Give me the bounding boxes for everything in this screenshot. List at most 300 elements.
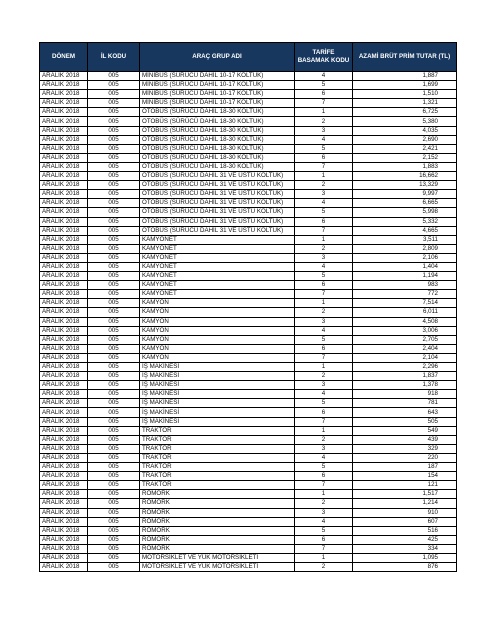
- table-row: [40, 490, 457, 499]
- table-row: [40, 499, 457, 508]
- cell-tarife-basamak-kodu: 4: [295, 390, 353, 399]
- cell-donem: ARALIK 2018: [40, 499, 88, 508]
- cell-arac-grup-adi: KAMYON: [140, 353, 295, 362]
- cell-donem: ARALIK 2018: [40, 190, 88, 199]
- cell-donem: ARALIK 2018: [40, 208, 88, 217]
- cell-tarife-basamak-kodu: 1: [295, 108, 353, 117]
- cell-arac-grup-adi: MİNİBÜS (SÜRÜCÜ DAHİL 10-17 KOLTUK): [140, 99, 295, 108]
- cell-prim-tutar: 5,332: [353, 217, 457, 226]
- cell-il-kodu: 005: [88, 117, 140, 126]
- cell-il-kodu: 005: [88, 408, 140, 417]
- cell-tarife-basamak-kodu: 3: [295, 190, 353, 199]
- cell-prim-tutar: 983: [353, 281, 457, 290]
- cell-il-kodu: 005: [88, 472, 140, 481]
- cell-arac-grup-adi: KAMYON: [140, 308, 295, 317]
- cell-donem: ARALIK 2018: [40, 463, 88, 472]
- cell-il-kodu: 005: [88, 190, 140, 199]
- table-row: [40, 417, 457, 426]
- cell-donem: ARALIK 2018: [40, 408, 88, 417]
- cell-arac-grup-adi: KAMYONET: [140, 281, 295, 290]
- cell-donem: ARALIK 2018: [40, 162, 88, 171]
- cell-prim-tutar: 4,035: [353, 126, 457, 135]
- cell-donem: ARALIK 2018: [40, 90, 88, 99]
- cell-prim-tutar: 13,329: [353, 181, 457, 190]
- cell-prim-tutar: 1,321: [353, 99, 457, 108]
- cell-donem: ARALIK 2018: [40, 526, 88, 535]
- cell-tarife-basamak-kodu: 6: [295, 408, 353, 417]
- table-row: [40, 81, 457, 90]
- cell-prim-tutar: 1,510: [353, 90, 457, 99]
- cell-il-kodu: 005: [88, 126, 140, 135]
- table-row: [40, 172, 457, 181]
- cell-donem: ARALIK 2018: [40, 290, 88, 299]
- table-row: [40, 435, 457, 444]
- cell-tarife-basamak-kodu: 7: [295, 544, 353, 553]
- cell-il-kodu: 005: [88, 253, 140, 262]
- cell-donem: ARALIK 2018: [40, 335, 88, 344]
- cell-il-kodu: 005: [88, 290, 140, 299]
- table-row: [40, 426, 457, 435]
- cell-tarife-basamak-kodu: 2: [295, 435, 353, 444]
- cell-tarife-basamak-kodu: 4: [295, 262, 353, 271]
- cell-il-kodu: 005: [88, 344, 140, 353]
- cell-arac-grup-adi: RÖMORK: [140, 544, 295, 553]
- table-row: [40, 553, 457, 562]
- cell-arac-grup-adi: RÖMORK: [140, 517, 295, 526]
- table-row: [40, 135, 457, 144]
- table-row: [40, 117, 457, 126]
- header-donem: DÖNEM: [40, 43, 88, 72]
- cell-arac-grup-adi: RÖMORK: [140, 535, 295, 544]
- table-row: [40, 99, 457, 108]
- cell-donem: ARALIK 2018: [40, 81, 88, 90]
- cell-tarife-basamak-kodu: 6: [295, 153, 353, 162]
- cell-tarife-basamak-kodu: 5: [295, 144, 353, 153]
- cell-donem: ARALIK 2018: [40, 353, 88, 362]
- table-row: [40, 235, 457, 244]
- cell-tarife-basamak-kodu: 5: [295, 526, 353, 535]
- cell-arac-grup-adi: OTOBÜS (SÜRÜCÜ DAHİL 18-30 KOLTUK): [140, 153, 295, 162]
- cell-tarife-basamak-kodu: 6: [295, 281, 353, 290]
- cell-donem: ARALIK 2018: [40, 472, 88, 481]
- cell-il-kodu: 005: [88, 99, 140, 108]
- cell-arac-grup-adi: OTOBÜS (SÜRÜCÜ DAHİL 31 VE ÜSTÜ KOLTUK): [140, 190, 295, 199]
- cell-prim-tutar: 6,011: [353, 308, 457, 317]
- cell-donem: ARALIK 2018: [40, 435, 88, 444]
- cell-arac-grup-adi: RÖMORK: [140, 508, 295, 517]
- cell-arac-grup-adi: İŞ MAKİNESİ: [140, 417, 295, 426]
- cell-arac-grup-adi: OTOBÜS (SÜRÜCÜ DAHİL 31 VE ÜSTÜ KOLTUK): [140, 181, 295, 190]
- cell-prim-tutar: 5,380: [353, 117, 457, 126]
- cell-donem: ARALIK 2018: [40, 481, 88, 490]
- cell-prim-tutar: 1,883: [353, 162, 457, 171]
- cell-tarife-basamak-kodu: 4: [295, 326, 353, 335]
- cell-prim-tutar: 3,006: [353, 326, 457, 335]
- cell-prim-tutar: 4,665: [353, 226, 457, 235]
- cell-prim-tutar: 505: [353, 417, 457, 426]
- cell-prim-tutar: 781: [353, 399, 457, 408]
- table-row: [40, 463, 457, 472]
- cell-arac-grup-adi: İŞ MAKİNESİ: [140, 390, 295, 399]
- cell-il-kodu: 005: [88, 299, 140, 308]
- cell-tarife-basamak-kodu: 5: [295, 208, 353, 217]
- table-row: [40, 244, 457, 253]
- cell-donem: ARALIK 2018: [40, 381, 88, 390]
- cell-il-kodu: 005: [88, 172, 140, 181]
- cell-il-kodu: 005: [88, 244, 140, 253]
- cell-tarife-basamak-kodu: 1: [295, 553, 353, 562]
- table-row: [40, 208, 457, 217]
- cell-arac-grup-adi: İŞ MAKİNESİ: [140, 408, 295, 417]
- cell-donem: ARALIK 2018: [40, 235, 88, 244]
- cell-prim-tutar: 2,296: [353, 363, 457, 372]
- cell-arac-grup-adi: TRAKTÖR: [140, 472, 295, 481]
- cell-arac-grup-adi: KAMYONET: [140, 235, 295, 244]
- cell-tarife-basamak-kodu: 2: [295, 308, 353, 317]
- cell-il-kodu: 005: [88, 199, 140, 208]
- cell-arac-grup-adi: MİNİBÜS (SÜRÜCÜ DAHİL 10-17 KOLTUK): [140, 81, 295, 90]
- cell-donem: ARALIK 2018: [40, 344, 88, 353]
- cell-tarife-basamak-kodu: 1: [295, 426, 353, 435]
- table-row: [40, 90, 457, 99]
- cell-prim-tutar: 154: [353, 472, 457, 481]
- cell-prim-tutar: 121: [353, 481, 457, 490]
- cell-prim-tutar: 187: [353, 463, 457, 472]
- cell-donem: ARALIK 2018: [40, 426, 88, 435]
- cell-tarife-basamak-kodu: 5: [295, 335, 353, 344]
- cell-il-kodu: 005: [88, 272, 140, 281]
- cell-tarife-basamak-kodu: 7: [295, 99, 353, 108]
- cell-tarife-basamak-kodu: 5: [295, 399, 353, 408]
- table-row: [40, 544, 457, 553]
- cell-prim-tutar: 2,690: [353, 135, 457, 144]
- table-row: [40, 326, 457, 335]
- cell-arac-grup-adi: OTOBÜS (SÜRÜCÜ DAHİL 18-30 KOLTUK): [140, 162, 295, 171]
- cell-prim-tutar: 6,725: [353, 108, 457, 117]
- cell-tarife-basamak-kodu: 6: [295, 217, 353, 226]
- cell-prim-tutar: 876: [353, 563, 457, 572]
- cell-il-kodu: 005: [88, 481, 140, 490]
- premium-table-sheet: [39, 42, 456, 572]
- table-row: [40, 262, 457, 271]
- cell-il-kodu: 005: [88, 463, 140, 472]
- table-row: [40, 381, 457, 390]
- cell-prim-tutar: 1,095: [353, 553, 457, 562]
- table-row: [40, 317, 457, 326]
- cell-arac-grup-adi: TRAKTÖR: [140, 426, 295, 435]
- cell-il-kodu: 005: [88, 81, 140, 90]
- cell-arac-grup-adi: OTOBÜS (SÜRÜCÜ DAHİL 31 VE ÜSTÜ KOLTUK): [140, 172, 295, 181]
- table-row: [40, 344, 457, 353]
- cell-prim-tutar: 643: [353, 408, 457, 417]
- table-row: [40, 308, 457, 317]
- table-row: [40, 399, 457, 408]
- cell-donem: ARALIK 2018: [40, 399, 88, 408]
- cell-tarife-basamak-kodu: 6: [295, 90, 353, 99]
- table-row: [40, 108, 457, 117]
- cell-donem: ARALIK 2018: [40, 299, 88, 308]
- cell-il-kodu: 005: [88, 181, 140, 190]
- cell-il-kodu: 005: [88, 335, 140, 344]
- cell-donem: ARALIK 2018: [40, 453, 88, 462]
- cell-il-kodu: 005: [88, 135, 140, 144]
- table-row: [40, 272, 457, 281]
- cell-arac-grup-adi: OTOBÜS (SÜRÜCÜ DAHİL 31 VE ÜSTÜ KOLTUK): [140, 208, 295, 217]
- cell-donem: ARALIK 2018: [40, 281, 88, 290]
- cell-il-kodu: 005: [88, 72, 140, 81]
- cell-il-kodu: 005: [88, 208, 140, 217]
- cell-arac-grup-adi: KAMYON: [140, 299, 295, 308]
- cell-il-kodu: 005: [88, 517, 140, 526]
- cell-donem: ARALIK 2018: [40, 363, 88, 372]
- cell-il-kodu: 005: [88, 281, 140, 290]
- cell-donem: ARALIK 2018: [40, 308, 88, 317]
- cell-tarife-basamak-kodu: 7: [295, 417, 353, 426]
- cell-tarife-basamak-kodu: 4: [295, 199, 353, 208]
- premium-table: [39, 42, 457, 572]
- cell-il-kodu: 005: [88, 162, 140, 171]
- cell-tarife-basamak-kodu: 2: [295, 372, 353, 381]
- cell-donem: ARALIK 2018: [40, 317, 88, 326]
- cell-donem: ARALIK 2018: [40, 444, 88, 453]
- cell-tarife-basamak-kodu: 2: [295, 181, 353, 190]
- cell-donem: ARALIK 2018: [40, 99, 88, 108]
- cell-il-kodu: 005: [88, 317, 140, 326]
- cell-tarife-basamak-kodu: 1: [295, 235, 353, 244]
- cell-il-kodu: 005: [88, 390, 140, 399]
- cell-donem: ARALIK 2018: [40, 108, 88, 117]
- cell-tarife-basamak-kodu: 4: [295, 135, 353, 144]
- cell-arac-grup-adi: RÖMORK: [140, 526, 295, 535]
- cell-donem: ARALIK 2018: [40, 135, 88, 144]
- cell-arac-grup-adi: KAMYON: [140, 317, 295, 326]
- cell-arac-grup-adi: KAMYONET: [140, 272, 295, 281]
- cell-arac-grup-adi: KAMYONET: [140, 253, 295, 262]
- table-row: [40, 390, 457, 399]
- cell-il-kodu: 005: [88, 363, 140, 372]
- cell-donem: ARALIK 2018: [40, 153, 88, 162]
- cell-il-kodu: 005: [88, 308, 140, 317]
- cell-tarife-basamak-kodu: 3: [295, 126, 353, 135]
- cell-arac-grup-adi: TRAKTÖR: [140, 481, 295, 490]
- table-row: [40, 372, 457, 381]
- table-row: [40, 363, 457, 372]
- cell-donem: ARALIK 2018: [40, 217, 88, 226]
- cell-donem: ARALIK 2018: [40, 326, 88, 335]
- cell-prim-tutar: 1,517: [353, 490, 457, 499]
- table-row: [40, 217, 457, 226]
- cell-il-kodu: 005: [88, 553, 140, 562]
- cell-prim-tutar: 910: [353, 508, 457, 517]
- table-row: [40, 408, 457, 417]
- cell-il-kodu: 005: [88, 381, 140, 390]
- cell-arac-grup-adi: OTOBÜS (SÜRÜCÜ DAHİL 18-30 KOLTUK): [140, 117, 295, 126]
- cell-donem: ARALIK 2018: [40, 553, 88, 562]
- cell-il-kodu: 005: [88, 262, 140, 271]
- cell-tarife-basamak-kodu: 3: [295, 381, 353, 390]
- table-row: [40, 517, 457, 526]
- cell-tarife-basamak-kodu: 3: [295, 444, 353, 453]
- cell-tarife-basamak-kodu: 5: [295, 463, 353, 472]
- cell-arac-grup-adi: KAMYONET: [140, 262, 295, 271]
- cell-tarife-basamak-kodu: 3: [295, 317, 353, 326]
- cell-arac-grup-adi: KAMYONET: [140, 244, 295, 253]
- table-row: [40, 472, 457, 481]
- cell-donem: ARALIK 2018: [40, 535, 88, 544]
- cell-prim-tutar: 1,404: [353, 262, 457, 271]
- cell-il-kodu: 005: [88, 326, 140, 335]
- cell-prim-tutar: 439: [353, 435, 457, 444]
- cell-arac-grup-adi: İŞ MAKİNESİ: [140, 372, 295, 381]
- cell-tarife-basamak-kodu: 1: [295, 363, 353, 372]
- cell-prim-tutar: 329: [353, 444, 457, 453]
- cell-donem: ARALIK 2018: [40, 117, 88, 126]
- cell-arac-grup-adi: KAMYON: [140, 335, 295, 344]
- cell-tarife-basamak-kodu: 6: [295, 535, 353, 544]
- cell-arac-grup-adi: MİNİBÜS (SÜRÜCÜ DAHİL 10-17 KOLTUK): [140, 90, 295, 99]
- cell-donem: ARALIK 2018: [40, 126, 88, 135]
- cell-tarife-basamak-kodu: 7: [295, 226, 353, 235]
- cell-tarife-basamak-kodu: 2: [295, 563, 353, 572]
- cell-arac-grup-adi: İŞ MAKİNESİ: [140, 363, 295, 372]
- table-row: [40, 199, 457, 208]
- cell-prim-tutar: 2,404: [353, 344, 457, 353]
- cell-il-kodu: 005: [88, 444, 140, 453]
- cell-arac-grup-adi: TRAKTÖR: [140, 463, 295, 472]
- table-row: [40, 444, 457, 453]
- cell-arac-grup-adi: RÖMORK: [140, 499, 295, 508]
- cell-prim-tutar: 2,152: [353, 153, 457, 162]
- cell-arac-grup-adi: OTOBÜS (SÜRÜCÜ DAHİL 31 VE ÜSTÜ KOLTUK): [140, 226, 295, 235]
- cell-arac-grup-adi: OTOBÜS (SÜRÜCÜ DAHİL 31 VE ÜSTÜ KOLTUK): [140, 199, 295, 208]
- cell-tarife-basamak-kodu: 6: [295, 344, 353, 353]
- cell-prim-tutar: 2,104: [353, 353, 457, 362]
- cell-prim-tutar: 2,421: [353, 144, 457, 153]
- cell-arac-grup-adi: KAMYON: [140, 344, 295, 353]
- cell-tarife-basamak-kodu: 7: [295, 353, 353, 362]
- table-row: [40, 226, 457, 235]
- cell-donem: ARALIK 2018: [40, 144, 88, 153]
- table-row: [40, 526, 457, 535]
- cell-prim-tutar: 1,378: [353, 381, 457, 390]
- cell-il-kodu: 005: [88, 535, 140, 544]
- cell-donem: ARALIK 2018: [40, 517, 88, 526]
- cell-donem: ARALIK 2018: [40, 563, 88, 572]
- cell-il-kodu: 005: [88, 499, 140, 508]
- cell-tarife-basamak-kodu: 3: [295, 508, 353, 517]
- cell-tarife-basamak-kodu: 2: [295, 117, 353, 126]
- cell-tarife-basamak-kodu: 5: [295, 81, 353, 90]
- table-row: [40, 535, 457, 544]
- cell-tarife-basamak-kodu: 4: [295, 453, 353, 462]
- cell-prim-tutar: 2,106: [353, 253, 457, 262]
- cell-donem: ARALIK 2018: [40, 226, 88, 235]
- cell-prim-tutar: 607: [353, 517, 457, 526]
- table-row: [40, 181, 457, 190]
- cell-il-kodu: 005: [88, 353, 140, 362]
- cell-arac-grup-adi: TRAKTÖR: [140, 453, 295, 462]
- table-row: [40, 190, 457, 199]
- cell-il-kodu: 005: [88, 490, 140, 499]
- cell-donem: ARALIK 2018: [40, 253, 88, 262]
- cell-prim-tutar: 2,705: [353, 335, 457, 344]
- cell-arac-grup-adi: İŞ MAKİNESİ: [140, 399, 295, 408]
- table-row: [40, 353, 457, 362]
- cell-donem: ARALIK 2018: [40, 544, 88, 553]
- cell-arac-grup-adi: OTOBÜS (SÜRÜCÜ DAHİL 18-30 KOLTUK): [140, 126, 295, 135]
- cell-tarife-basamak-kodu: 6: [295, 472, 353, 481]
- cell-il-kodu: 005: [88, 108, 140, 117]
- cell-donem: ARALIK 2018: [40, 244, 88, 253]
- cell-prim-tutar: 4,508: [353, 317, 457, 326]
- cell-arac-grup-adi: OTOBÜS (SÜRÜCÜ DAHİL 18-30 KOLTUK): [140, 135, 295, 144]
- cell-donem: ARALIK 2018: [40, 272, 88, 281]
- cell-il-kodu: 005: [88, 526, 140, 535]
- cell-prim-tutar: 7,514: [353, 299, 457, 308]
- cell-tarife-basamak-kodu: 1: [295, 490, 353, 499]
- cell-il-kodu: 005: [88, 144, 140, 153]
- cell-prim-tutar: 3,511: [353, 235, 457, 244]
- table-row: [40, 290, 457, 299]
- cell-prim-tutar: 5,998: [353, 208, 457, 217]
- cell-arac-grup-adi: TRAKTÖR: [140, 444, 295, 453]
- cell-tarife-basamak-kodu: 7: [295, 290, 353, 299]
- table-row: [40, 253, 457, 262]
- cell-prim-tutar: 16,662: [353, 172, 457, 181]
- cell-il-kodu: 005: [88, 417, 140, 426]
- cell-prim-tutar: 9,997: [353, 190, 457, 199]
- cell-il-kodu: 005: [88, 372, 140, 381]
- cell-prim-tutar: 1,837: [353, 372, 457, 381]
- table-body: [40, 72, 457, 572]
- table-row: [40, 126, 457, 135]
- cell-tarife-basamak-kodu: 5: [295, 272, 353, 281]
- cell-arac-grup-adi: MOTORSİKLET VE YÜK MOTORSİKLETİ: [140, 553, 295, 562]
- table-row: [40, 162, 457, 171]
- header-il-kodu: İL KODU: [88, 43, 140, 72]
- header-azami-brut-prim-tutar: AZAMİ BRÜT PRİM TUTAR (TL): [353, 43, 457, 72]
- cell-arac-grup-adi: OTOBÜS (SÜRÜCÜ DAHİL 18-30 KOLTUK): [140, 144, 295, 153]
- header-tarife-basamak-kodu: TARİFE BASAMAK KODU: [295, 43, 353, 72]
- cell-il-kodu: 005: [88, 399, 140, 408]
- cell-arac-grup-adi: MİNİBÜS (SÜRÜCÜ DAHİL 10-17 KOLTUK): [140, 72, 295, 81]
- cell-prim-tutar: 2,809: [353, 244, 457, 253]
- table-row: [40, 144, 457, 153]
- cell-il-kodu: 005: [88, 453, 140, 462]
- table-row: [40, 72, 457, 81]
- cell-arac-grup-adi: İŞ MAKİNESİ: [140, 381, 295, 390]
- cell-il-kodu: 005: [88, 563, 140, 572]
- cell-donem: ARALIK 2018: [40, 72, 88, 81]
- cell-prim-tutar: 425: [353, 535, 457, 544]
- cell-donem: ARALIK 2018: [40, 490, 88, 499]
- cell-tarife-basamak-kodu: 2: [295, 499, 353, 508]
- header-arac-grup-adi: ARAÇ GRUP ADI: [140, 43, 295, 72]
- table-row: [40, 563, 457, 572]
- table-row: [40, 153, 457, 162]
- cell-il-kodu: 005: [88, 153, 140, 162]
- cell-tarife-basamak-kodu: 1: [295, 299, 353, 308]
- cell-il-kodu: 005: [88, 435, 140, 444]
- table-row: [40, 335, 457, 344]
- cell-arac-grup-adi: TRAKTÖR: [140, 435, 295, 444]
- table-row: [40, 508, 457, 517]
- cell-prim-tutar: 1,887: [353, 72, 457, 81]
- cell-tarife-basamak-kodu: 2: [295, 244, 353, 253]
- cell-il-kodu: 005: [88, 90, 140, 99]
- cell-arac-grup-adi: MOTORSİKLET VE YÜK MOTORSİKLETİ: [140, 563, 295, 572]
- cell-arac-grup-adi: OTOBÜS (SÜRÜCÜ DAHİL 18-30 KOLTUK): [140, 108, 295, 117]
